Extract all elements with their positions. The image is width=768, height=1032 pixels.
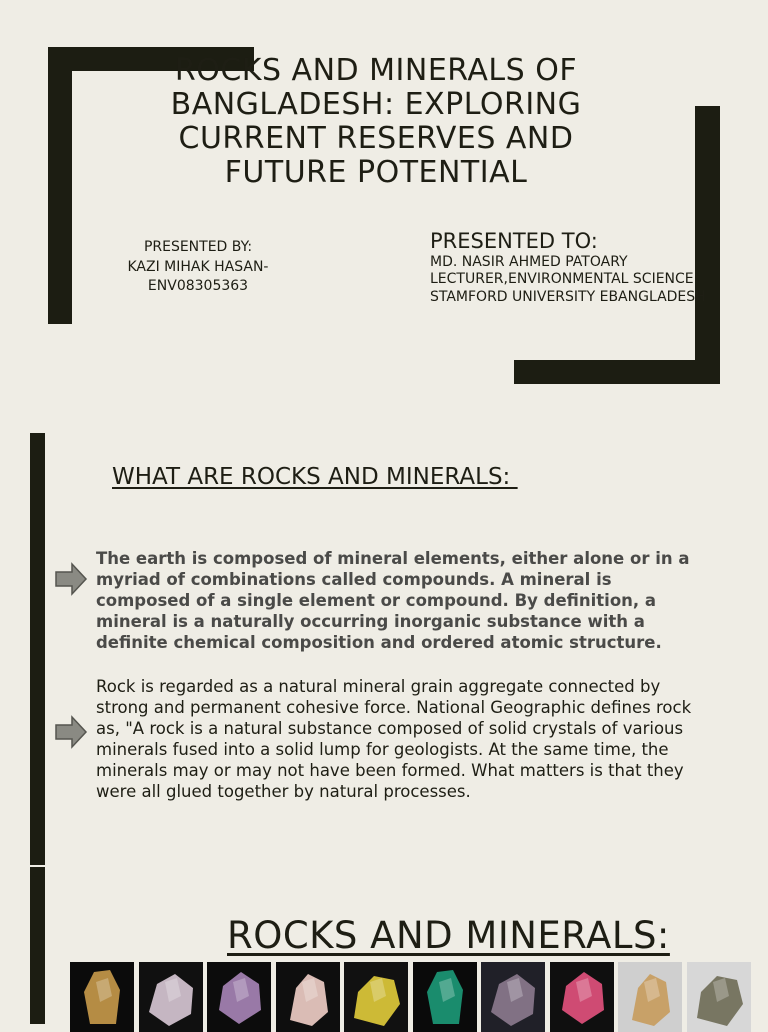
mineral-thumbnail — [413, 962, 477, 1032]
mineral-specimen-icon — [139, 962, 203, 1032]
recipient-role: LECTURER,ENVIRONMENTAL SCIENCE — [430, 271, 694, 288]
mineral-thumbnail — [344, 962, 408, 1032]
mineral-specimen-icon — [413, 962, 477, 1032]
definition-slide — [0, 432, 768, 865]
gallery-heading: ROCKS AND MINERALS: — [227, 914, 670, 957]
gallery-slide — [0, 866, 768, 1024]
arrow-right-icon — [54, 715, 88, 749]
presented-by-block — [108, 238, 288, 297]
mineral-specimen-icon — [618, 962, 682, 1032]
frame-bar-right-vertical — [695, 106, 720, 383]
presented-to-block — [430, 254, 706, 306]
presented-by-label: PRESENTED BY: — [143, 239, 253, 255]
rock-definition-paragraph: Rock is regarded as a natural mineral grain aggregate connected by strong and permanent cohesive force. National Geographic defines rock as, "A rock is a natural substance composed of solid crystals of various minerals fused into a solid lump for geologists. At the same time, the minerals may or may not have been formed. What matters is that they were all glued together by natural processes. — [96, 677, 692, 802]
mineral-thumbnail — [481, 962, 545, 1032]
mineral-thumbnail — [139, 962, 203, 1032]
mineral-thumbnail — [550, 962, 614, 1032]
presenter-name: KAZI MIHAK HASAN- — [127, 258, 269, 275]
mineral-thumbnail — [207, 962, 271, 1032]
mineral-specimen-icon — [550, 962, 614, 1032]
slide-title: ROCKS AND MINERALS OF BANGLADESH: EXPLORING CURRENT RESERVES AND FUTURE POTENTIAL — [170, 53, 582, 190]
left-accent-bar — [30, 433, 45, 865]
mineral-specimen-icon — [70, 962, 134, 1032]
mineral-specimen-icon — [276, 962, 340, 1032]
mineral-thumbnail — [70, 962, 134, 1032]
mineral-thumbnail — [618, 962, 682, 1032]
frame-bar-bottom-right-horizontal — [514, 360, 720, 384]
mineral-specimen-icon — [344, 962, 408, 1032]
title-slide — [0, 0, 768, 420]
mineral-definition-paragraph: The earth is composed of mineral elements, either alone or in a myriad of combinations called compounds. A mineral is composed of a single element or compound. By definition, a mineral is a naturally occurring inorganic substance with a definite chemical composition and ordered atomic structure. — [96, 549, 690, 653]
arrow-right-icon — [54, 562, 88, 596]
left-accent-bar — [30, 867, 45, 1024]
mineral-specimen-icon — [687, 962, 751, 1032]
mineral-specimen-icon — [481, 962, 545, 1032]
section-heading: WHAT ARE ROCKS AND MINERALS: — [112, 464, 518, 490]
frame-bar-top-left-vertical — [48, 47, 72, 324]
mineral-specimen-icon — [207, 962, 271, 1032]
presenter-id: ENV08305363 — [147, 278, 249, 294]
recipient-institution: STAMFORD UNIVERSITY EBANGLADESH — [430, 288, 706, 305]
recipient-name: MD. NASIR AHMED PATOARY — [430, 254, 628, 270]
mineral-thumbnail — [276, 962, 340, 1032]
presented-to-label: PRESENTED TO: — [430, 229, 598, 253]
mineral-thumbnail — [687, 962, 751, 1032]
